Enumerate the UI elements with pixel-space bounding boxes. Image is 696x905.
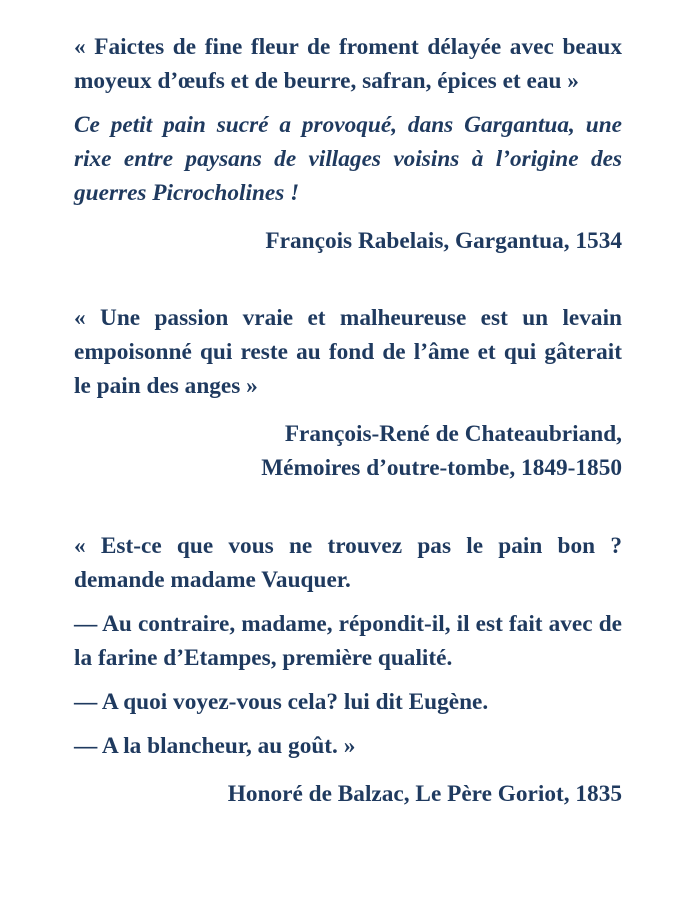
quote-dialogue-line: — Au contraire, madame, répondit-il, il est fait avec de la farine d’Etampes, première qualité. [74, 611, 622, 671]
quote-block-balzac [74, 529, 622, 811]
quotes-page [74, 30, 622, 811]
quote-text: « Est-ce que vous ne trouvez pas le pain bon ? demande madame Vauquer. [74, 533, 622, 593]
quote-dialogue-line: — A quoi voyez-vous cela? lui dit Eugène. [74, 689, 489, 715]
quote-text: « Faictes de fine fleur de froment délayée avec beaux moyeux d’œufs et de beurre, safran, épices et eau » [74, 34, 622, 94]
quote-text: « Une passion vraie et malheureuse est un levain empoisonné qui reste au fond de l’âme et qui gâterait le pain des anges » [74, 305, 622, 399]
quote-attribution: François Rabelais, Gargantua, 1534 [265, 228, 622, 254]
quote-commentary: Ce petit pain sucré a provoqué, dans Gargantua, une rixe entre paysans de villages voisins à l’origine des guerres Picrocholines ! [74, 112, 622, 206]
quote-attribution-line: Mémoires d’outre-tombe, 1849-1850 [261, 455, 622, 481]
quote-block-rabelais [74, 30, 622, 258]
quote-dialogue-line: — A la blancheur, au goût. » [74, 733, 356, 759]
quote-block-chateaubriand [74, 301, 622, 485]
quote-attribution: Honoré de Balzac, Le Père Goriot, 1835 [227, 781, 622, 807]
quote-attribution-line: François-René de Chateaubriand, [284, 421, 622, 447]
